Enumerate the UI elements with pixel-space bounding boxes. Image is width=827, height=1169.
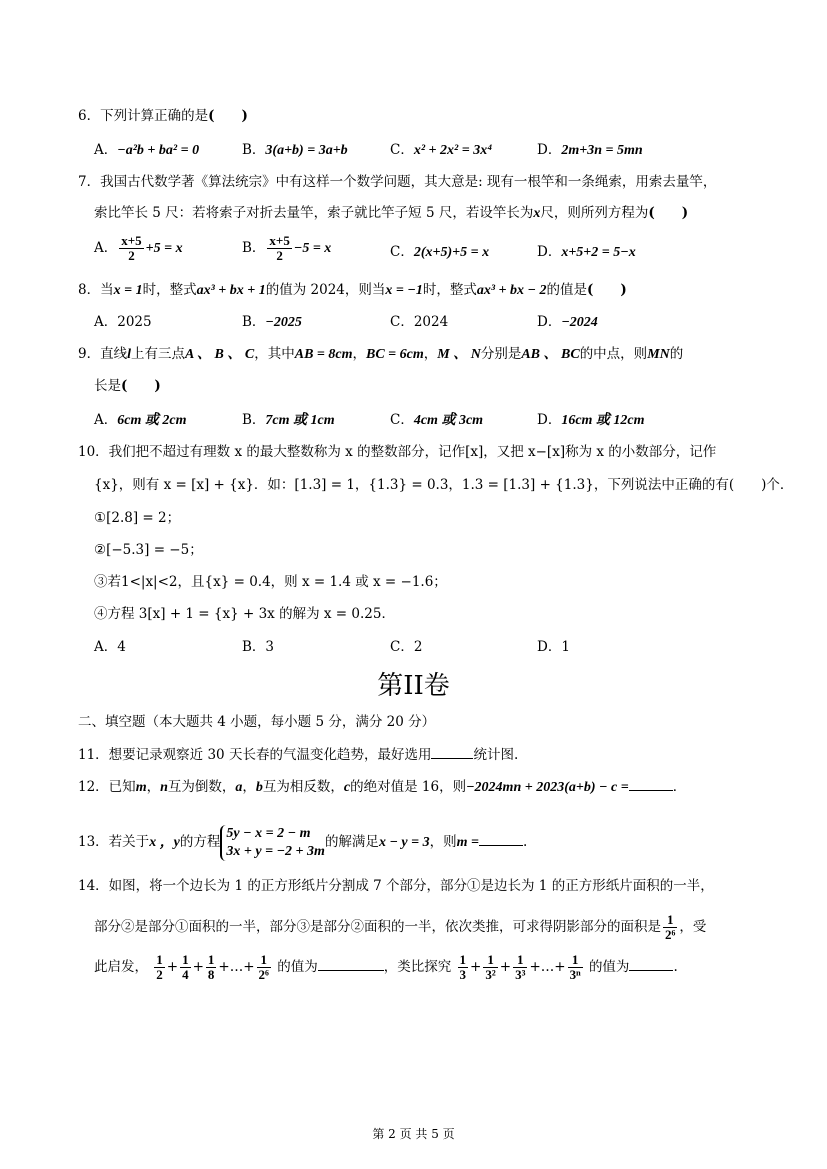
q11-answer-blank[interactable] xyxy=(431,744,473,759)
q7-line1: 7．我国古代数学著《算法统宗》中有这样一个数学问题，其大意是: 现有一根竿和一条绳索，用索去量竿， xyxy=(78,174,717,190)
q10-line2: {x}，则有 x = [x] + {x}．如：[1.3] = 1，{1.3} = 0.3，1.3 = [1.3] + {1.3}，下列说法中正确的有( )个． xyxy=(94,477,794,493)
q10-statement-4: ④方程 3[x] + 1 = {x} + 3x 的解为 x = 0.25． xyxy=(94,606,395,622)
q9-line2: 长是( ) xyxy=(94,378,161,394)
q11: 11．想要记录观察近 30 天长春的气温变化趋势，最好选用 统计图. xyxy=(78,744,518,765)
q7-option-d: D．x+5+2 = 5−x xyxy=(537,244,636,260)
q13-answer-blank[interactable] xyxy=(479,831,523,846)
q9-option-d: D．16cm 或 12cm xyxy=(537,412,645,428)
q10-option-a: A．4 xyxy=(94,639,126,655)
q9-option-c: C．4cm 或 3cm xyxy=(390,412,484,428)
q13-equation-system: 5y − x = 2 − m 3x + y = −2 + 3m xyxy=(220,825,325,861)
q14-line3: 此启发， $\frac{1}{2}$ + $\frac{1}{4}$ + $\frac{1}{8}$ +…+ $\frac{1}{\text{2⁶}}$ 的值为 ，类比探究 $\frac{1}{3}$ + $\frac{1}{\text{3²}}$ + $\frac{1}{\text{3³}}$ +…+ $\frac{1}{\text{3ⁿ}}$ 的值为 . xyxy=(94,952,678,982)
q8-option-c: C．2024 xyxy=(390,314,449,330)
q6-stem: 6．下列计算正确的是( ) xyxy=(78,108,248,124)
section-heading: 二、填空题（本大题共 4 小题，每小题 5 分，满分 20 分） xyxy=(78,714,436,730)
q10-statement-2: ②[−5.3] = −5； xyxy=(94,542,203,558)
q6-option-a: A．−a²b + ba² = 0 xyxy=(94,142,200,158)
section-title: 第II卷 xyxy=(377,671,450,701)
q8-option-b: B．−2025 xyxy=(242,314,302,330)
q14-series-2: $\frac{1}{3}$ + $\frac{1}{\text{3²}}$ + $\frac{1}{\text{3³}}$ +…+ $\frac{1}{\text{3ⁿ}}$ xyxy=(459,952,581,982)
q14-line1: 14．如图，将一个边长为 1 的正方形纸片分割成 7 个部分，部分①是边长为 1 的正方形纸片面积的一半， xyxy=(78,878,714,894)
q6-option-c: C．x² + 2x² = 3x⁴ xyxy=(390,142,493,158)
q14-answer-blank-1[interactable] xyxy=(318,956,384,971)
q9-option-a: A．6cm 或 2cm xyxy=(94,412,187,428)
q10-statement-3: ③若1<|x|<2，且{x} = 0.4，则 x = 1.4 或 x = −1.6； xyxy=(94,574,447,590)
q8-stem: 8．当x = 1时，整式ax³ + bx + 1的值为 2024，则当x = −1时，整式ax³ + bx − 2的值是( ) xyxy=(78,282,627,298)
q9-line1: 9．直线l上有三点A 、 B 、 C，其中AB = 8cm，BC = 6cm，M 、 N分别是AB 、 BC的中点，则MN的 xyxy=(78,346,684,362)
q13: 13．若关于x ，y的方程 5y − x = 2 − m 3x + y = −2 + 3m 的解满足x − y = 3，则m = . xyxy=(78,825,528,859)
q10-option-b: B．3 xyxy=(242,639,275,655)
q8-option-d: D．−2024 xyxy=(537,314,598,330)
q6-option-b: B．3(a+b) = 3a+b xyxy=(242,142,348,158)
q10-option-c: C．2 xyxy=(390,639,423,655)
q10-option-d: D．1 xyxy=(537,639,570,655)
page-footer: 第 2 页 共 5 页 xyxy=(372,1127,455,1141)
q7-option-a: A． $\frac{x+5}{2}$ +5 = x xyxy=(94,233,183,263)
q12-answer-blank[interactable] xyxy=(629,776,673,791)
q7-line2: 索比竿长 5 尺：若将索子对折去量竿，索子就比竿子短 5 尺，若设竿长为x尺，则所列方程为( ) xyxy=(94,205,689,221)
q10-statement-1: ①[2.8] = 2； xyxy=(94,510,181,526)
q9-option-b: B．7cm 或 1cm xyxy=(242,412,335,428)
q14-series-1: $\frac{1}{2}$ + $\frac{1}{4}$ + $\frac{1}{8}$ +…+ $\frac{1}{\text{2⁶}}$ xyxy=(156,952,269,982)
q7-option-b: B． $\frac{x+5}{2}$ −5 = x xyxy=(242,233,332,263)
q6-option-d: D．2m+3n = 5mn xyxy=(537,142,643,158)
q14-answer-blank-2[interactable] xyxy=(629,956,673,971)
q10-line1: 10．我们把不超过有理数 x 的最大整数称为 x 的整数部分，记作[x]，又把 x−[x]称为 x 的小数部分，记作 xyxy=(78,444,717,460)
q12: 12．已知m，n互为倒数，a，b互为相反数，c的绝对值是 16，则−2024mn + 2023(a+b) − c = ． xyxy=(78,776,686,798)
q7-option-c: C．2(x+5)+5 = x xyxy=(390,244,490,260)
q8-option-a: A．2025 xyxy=(94,314,152,330)
q14-line2: 部分②是部分①面积的一半，部分③是部分②面积的一半，依次类推，可求得阴影部分的面积是 $\frac{1}{\text{2⁶}}$ ，受 xyxy=(94,912,707,942)
